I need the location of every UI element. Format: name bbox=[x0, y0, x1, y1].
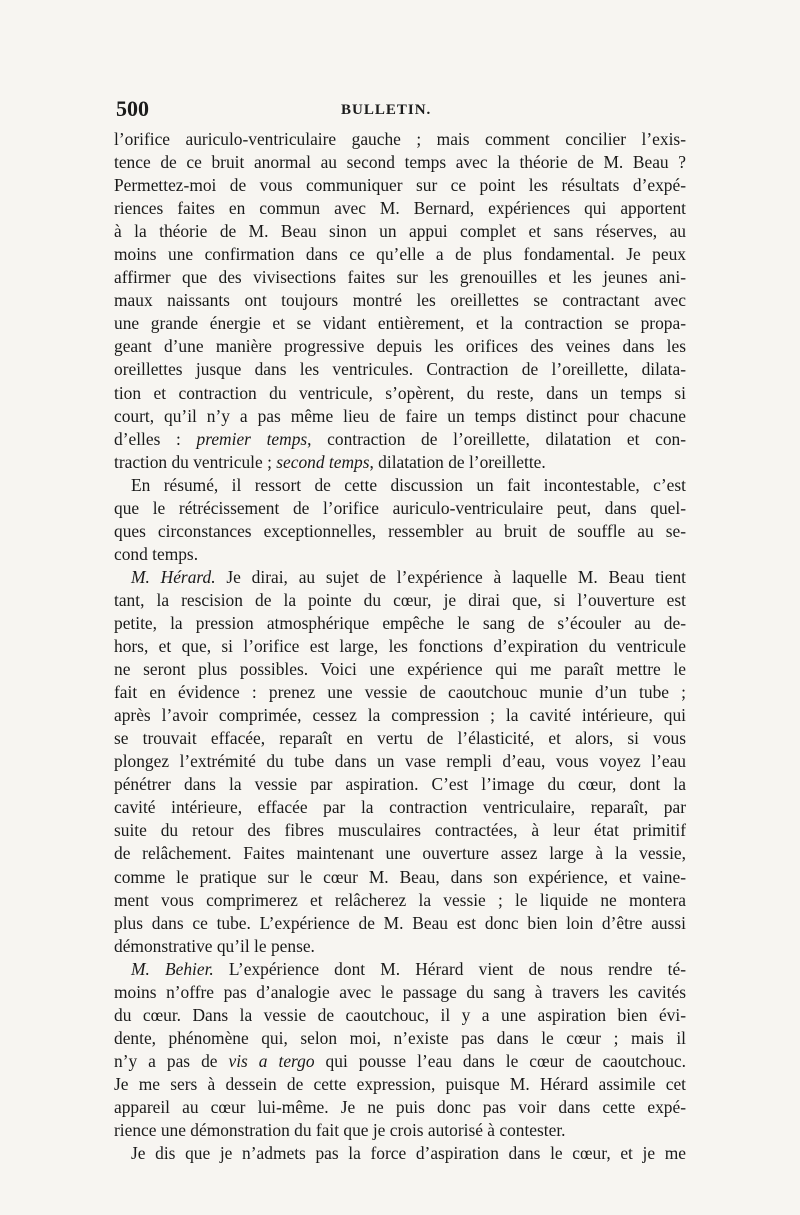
text-line bbox=[114, 428, 686, 451]
text-line: à la théorie de M. Beau sinon un appui complet et sans réserves, au bbox=[114, 221, 686, 242]
text-line: l’orifice auriculo-ventriculaire gauche ; mais comment concilier l’exis- bbox=[114, 129, 686, 149]
text-run: , contraction de l’oreillette, dilatation et con- bbox=[307, 428, 686, 449]
text-line: cond temps. bbox=[114, 543, 199, 564]
text-run: d’elles : bbox=[114, 428, 197, 449]
text-run: traction du ventricule ; bbox=[114, 451, 277, 472]
text-line: En résumé, il ressort de cette discussion un fait incontestable, c’est bbox=[131, 474, 686, 495]
text-line: cavité intérieure, effacée par la contraction ventriculaire, reparaît, par bbox=[114, 797, 686, 818]
text-line: suite du retour des fibres musculaires contractées, à leur état primitif bbox=[114, 820, 686, 841]
text-line: moins n’offre pas d’analogie avec le passage du sang à travers les cavités bbox=[114, 981, 686, 1002]
running-head: BULLETIN. bbox=[341, 102, 432, 118]
text-line: du cœur. Dans la vessie de caoutchouc, il y a une aspiration bien évi- bbox=[114, 1004, 686, 1025]
text-line: affirmer que des vivisections faites sur les grenouilles et les jeunes ani- bbox=[114, 267, 686, 288]
text-line: Je me sers à dessein de cette expression, puisque M. Hérard assimile cet bbox=[114, 1073, 686, 1094]
page-number: 500 bbox=[116, 96, 149, 121]
text-line: tion et contraction du ventricule, s’opèrent, du reste, dans un temps si bbox=[114, 382, 686, 403]
page-header bbox=[116, 96, 686, 126]
text-line: démonstrative qu’il le pense. bbox=[114, 935, 315, 956]
text-line: ment vous comprimerez et relâcherez la vessie ; le liquide ne montera bbox=[114, 889, 686, 910]
text-line bbox=[114, 451, 686, 474]
text-line: court, qu’il n’y a pas même lieu de faire un temps distinct pour chacune bbox=[114, 405, 686, 426]
text-line: comme le pratique sur le cœur M. Beau, dans son expérience, et vaine- bbox=[114, 866, 686, 887]
text-line: rience une démonstration du fait que je crois autorisé à contester. bbox=[114, 1120, 566, 1141]
text-line: que le rétrécissement de l’orifice auriculo-ventriculaire peut, dans quel- bbox=[114, 497, 686, 518]
text-run: , dilatation de l’oreillette. bbox=[369, 451, 546, 472]
text-line: oreillettes jusque dans les ventricules. Contraction de l’oreillette, dilata- bbox=[114, 359, 686, 380]
text-run: Je dirai, au sujet de l’expérience à laquelle M. Beau tient bbox=[215, 566, 686, 587]
text-line: petite, la pression atmosphérique empêche le sang de s’écouler au de- bbox=[114, 612, 686, 633]
text-line: hors, et que, si l’orifice est large, les fonctions d’expiration du ventricule bbox=[114, 636, 686, 657]
text-line: dente, phénomène qui, selon moi, n’existe pas dans le cœur ; mais il bbox=[114, 1027, 686, 1048]
text-line: de relâchement. Faites maintenant une ouverture assez large à la vessie, bbox=[114, 843, 686, 864]
text-line: plongez l’extrémité du tube dans un vase rempli d’eau, vous voyez l’eau bbox=[114, 751, 686, 772]
text-line: moins une confirmation dans ce qu’elle a de plus fondamental. Je peux bbox=[114, 244, 686, 265]
italic-text-run: premier temps bbox=[196, 428, 308, 449]
text-line: maux naissants ont toujours montré les oreillettes se contractant avec bbox=[114, 290, 686, 311]
text-line: après l’avoir comprimée, cessez la compression ; la cavité intérieure, qui bbox=[114, 705, 686, 726]
text-line: geant d’une manière progressive depuis les orifices des veines dans les bbox=[114, 336, 686, 357]
text-run: L’expérience dont M. Hérard vient de nous rendre té- bbox=[213, 958, 686, 979]
text-line: tant, la rescision de la pointe du cœur, je dirai que, si l’ouverture est bbox=[114, 589, 686, 610]
italic-text-run: second temps bbox=[276, 451, 370, 472]
italic-text-run: vis a tergo bbox=[228, 1050, 315, 1071]
text-line: ne seront plus possibles. Voici une expérience qui me paraît mettre le bbox=[114, 659, 686, 680]
italic-text-run: M. Hérard. bbox=[131, 566, 216, 587]
italic-text-run: M. Behier. bbox=[131, 958, 214, 979]
text-line: Je dis que je n’admets pas la force d’aspiration dans le cœur, et je me bbox=[131, 1143, 686, 1164]
text-line: se trouvait effacée, reparaît en vertu de l’élasticité, et alors, si vous bbox=[114, 728, 686, 749]
text-line: ques circonstances exceptionnelles, ressembler au bruit de souffle au se- bbox=[114, 520, 686, 541]
text-line: Permettez-moi de vous communiquer sur ce point les résultats d’expé- bbox=[114, 175, 686, 196]
text-line: pénétrer dans la vessie par aspiration. C’est l’image du cœur, dont la bbox=[114, 774, 686, 795]
text-line bbox=[114, 566, 686, 589]
text-line bbox=[114, 958, 686, 981]
text-line bbox=[114, 1050, 686, 1073]
text-run: n’y a pas de bbox=[114, 1050, 229, 1071]
body-text bbox=[114, 128, 686, 1165]
text-line: plus dans ce tube. L’expérience de M. Beau est donc bien loin d’être aussi bbox=[114, 912, 686, 933]
text-line: riences faites en commun avec M. Bernard, expériences qui apportent bbox=[114, 198, 686, 219]
text-line: fait en évidence : prenez une vessie de caoutchouc munie d’un tube ; bbox=[114, 682, 686, 703]
text-line: tence de ce bruit anormal au second temps avec la théorie de M. Beau ? bbox=[114, 152, 686, 173]
text-line: appareil au cœur lui-même. Je ne puis donc pas voir dans cette expé- bbox=[114, 1096, 686, 1117]
text-line: une grande énergie et se vidant entièrement, et la contraction se propa- bbox=[114, 313, 686, 334]
text-run: qui pousse l’eau dans le cœur de caoutchouc. bbox=[314, 1050, 686, 1071]
